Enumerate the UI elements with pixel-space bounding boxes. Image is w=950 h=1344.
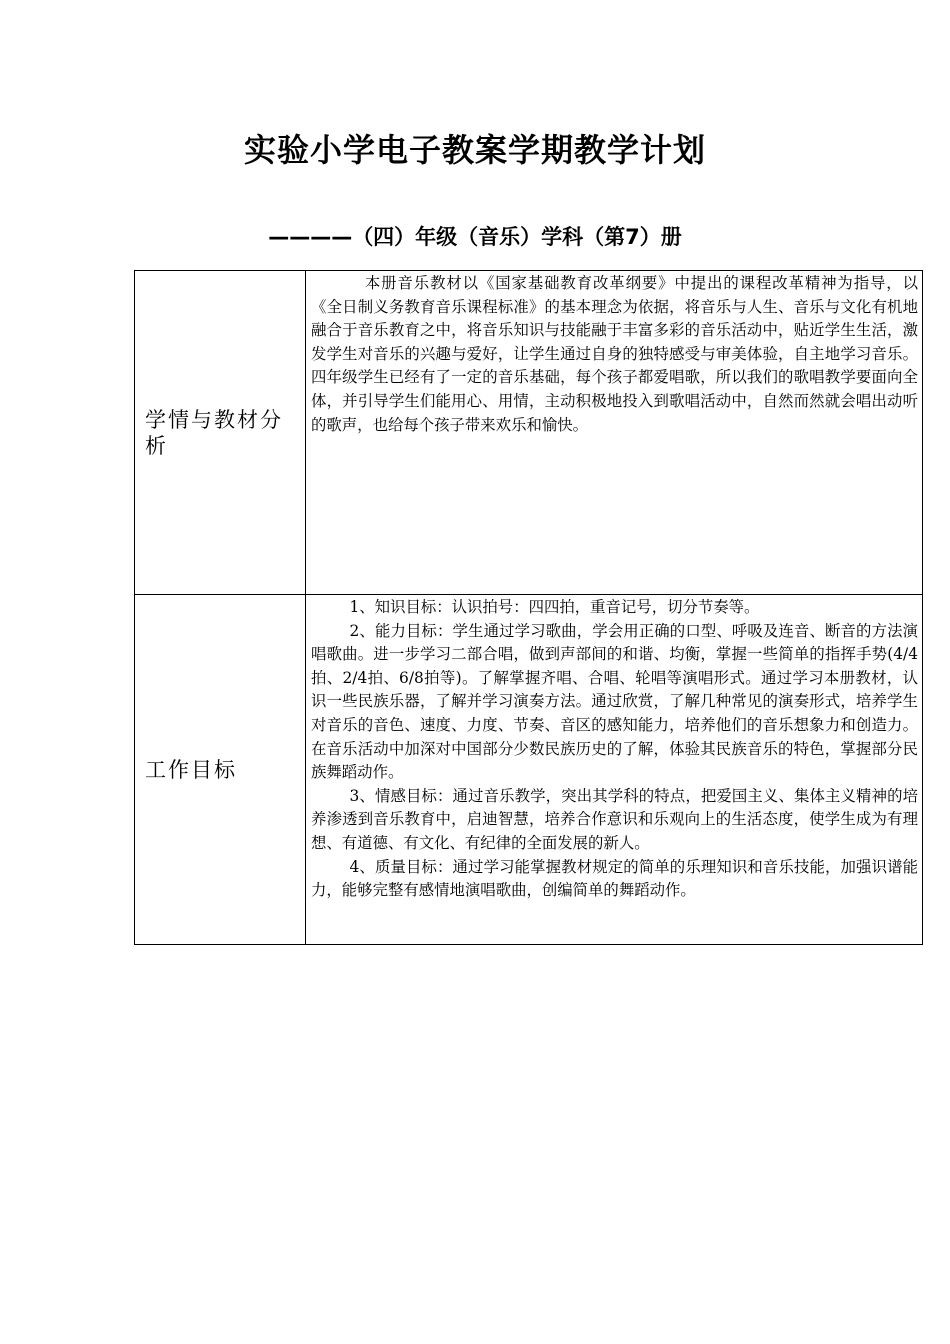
goal-knowledge: 1、知识目标：认识拍号：四四拍，重音记号，切分节奏等。 [349, 598, 760, 616]
row-content-goals [306, 595, 923, 945]
goal-quality: 4、质量目标：通过学习能掌握教材规定的简单的乐理知识和音乐技能，加强识谱能力，能够完整有感情地演唱歌曲，创编简单的舞蹈动作。 [311, 857, 918, 900]
goal-emotion: 3、情感目标：通过音乐教学，突出其学科的特点，把爱国主义、集体主义精神的培养渗透到音乐教育中，启迪智慧，培养合作意识和乐观向上的生活态度，使学生成为有理想、有道德、有文化、有纪律的全面发展的新人。 [311, 786, 918, 852]
row-label-goals: 工作目标 [135, 595, 306, 945]
document-title: 实验小学电子教案学期教学计划 [243, 131, 706, 169]
table-row-goals [135, 595, 923, 945]
table-row-analysis [135, 271, 923, 595]
document-subtitle: ————（四）年级（音乐）学科（第7）册 [268, 225, 682, 249]
row-content-analysis [306, 271, 923, 595]
plan-table [134, 270, 923, 945]
goal-ability: 2、能力目标：学生通过学习歌曲，学会用正确的口型、呼吸及连音、断音的方法演唱歌曲。进一步学习二部合唱，做到声部间的和谐、均衡，掌握一些简单的指挥手势(4/4拍、2/4拍、6/8拍等)。了解掌握齐唱、合唱、轮唱等演唱形式。通过学习本册教材，认识一些民族乐器，了解并学习演奏方法。通过欣赏，了解几种常见的演奏形式，培养学生对音乐的音色、速度、力度、节奏、音区的感知能力，培养他们的音乐想象力和创造力。在音乐活动中加深对中国部分少数民族历史的了解，体验其民族音乐的特色，掌握部分民族舞蹈动作。 [311, 621, 918, 782]
row-label-analysis: 学情与教材分析 [135, 271, 306, 595]
analysis-paragraph: 本册音乐教材以《国家基础教育改革纲要》中提出的课程改革精神为指导，以《全日制义务教育音乐课程标准》的基本理念为依据，将音乐与人生、音乐与文化有机地融合于音乐教育之中，将音乐知识与技能融于丰富多彩的音乐活动中，贴近学生生活，激发学生对音乐的兴趣与爱好，让学生通过自身的独特感受与审美体验，自主地学习音乐。四年级学生已经有了一定的音乐基础，每个孩子都爱唱歌，所以我们的歌唱教学要面向全体，并引导学生们能用心、用情，主动积极地投入到歌唱活动中，自然而然就会唱出动听的歌声，也给每个孩子带来欢乐和愉快。 [311, 274, 918, 434]
